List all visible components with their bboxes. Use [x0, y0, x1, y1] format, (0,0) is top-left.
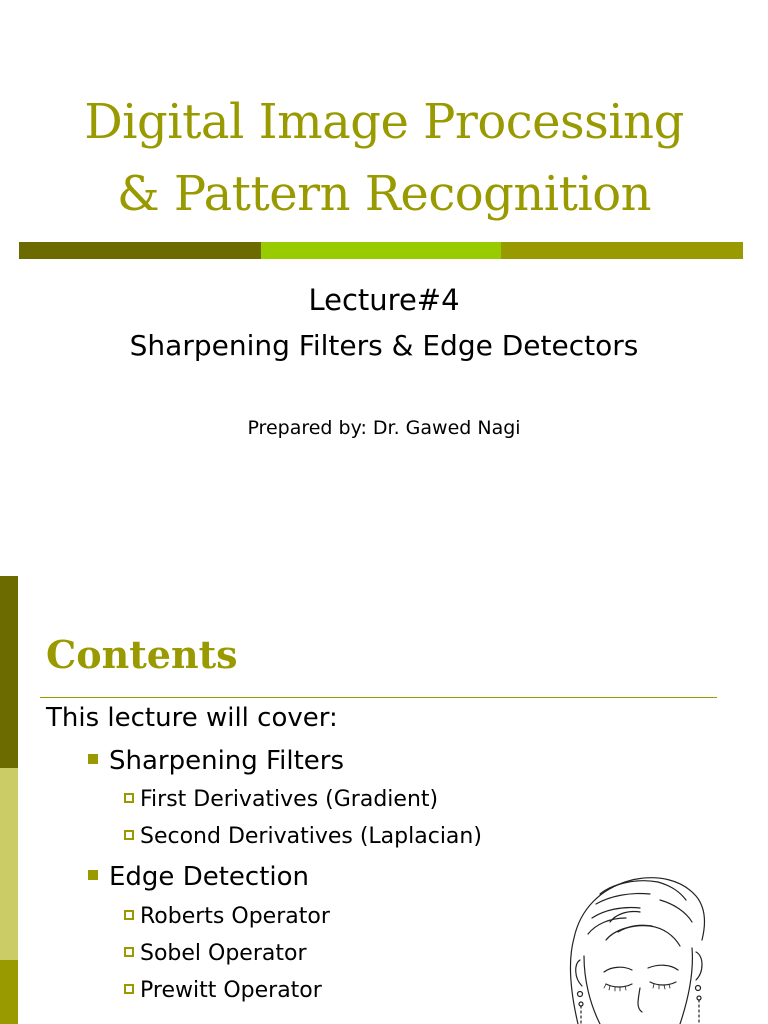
list-item — [88, 862, 309, 892]
heading-rule — [40, 697, 717, 698]
subitem-label: Second Derivatives (Laplacian) — [140, 824, 482, 849]
section-label: Edge Detection — [109, 862, 310, 892]
hollow-square-bullet-icon — [124, 830, 134, 840]
list-item — [124, 904, 330, 929]
contents-heading: Contents — [46, 632, 238, 677]
list-item — [124, 978, 322, 1003]
hollow-square-bullet-icon — [124, 910, 134, 920]
hollow-square-bullet-icon — [124, 793, 134, 803]
contents-intro: This lecture will cover: — [46, 703, 338, 733]
sidebar-block-light — [0, 768, 18, 960]
list-item — [124, 941, 307, 966]
divider-segment-light — [261, 242, 501, 259]
lecture-number: Lecture#4 — [308, 283, 460, 317]
sidebar-block-dark — [0, 576, 18, 768]
hollow-square-bullet-icon — [124, 947, 134, 957]
hollow-square-bullet-icon — [124, 984, 134, 994]
subitem-label: Roberts Operator — [140, 904, 330, 929]
divider-segment-dark — [19, 242, 261, 259]
subitem-label: First Derivatives (Gradient) — [140, 787, 439, 812]
square-bullet-icon — [88, 754, 98, 764]
sidebar-block-mid — [0, 960, 18, 1024]
author-credit: Prepared by: Dr. Gawed Nagi — [247, 417, 521, 439]
section-label: Sharpening Filters — [109, 746, 344, 776]
lecture-topic: Sharpening Filters & Edge Detectors — [129, 329, 639, 362]
contents-slide — [0, 576, 768, 1024]
list-item — [124, 787, 438, 812]
slide-title-line-1: Digital Image Processing — [84, 94, 684, 150]
list-item — [124, 824, 482, 849]
title-divider-bar — [19, 242, 743, 259]
slide-title-line-2: & Pattern Recognition — [116, 166, 652, 222]
subitem-label: Sobel Operator — [140, 941, 307, 966]
square-bullet-icon — [88, 870, 98, 880]
list-item — [88, 746, 344, 776]
divider-segment-mid — [501, 242, 743, 259]
woman-face-sketch-image — [540, 860, 740, 1024]
sidebar-color-bar — [0, 576, 18, 1024]
subitem-label: Prewitt Operator — [140, 978, 322, 1003]
